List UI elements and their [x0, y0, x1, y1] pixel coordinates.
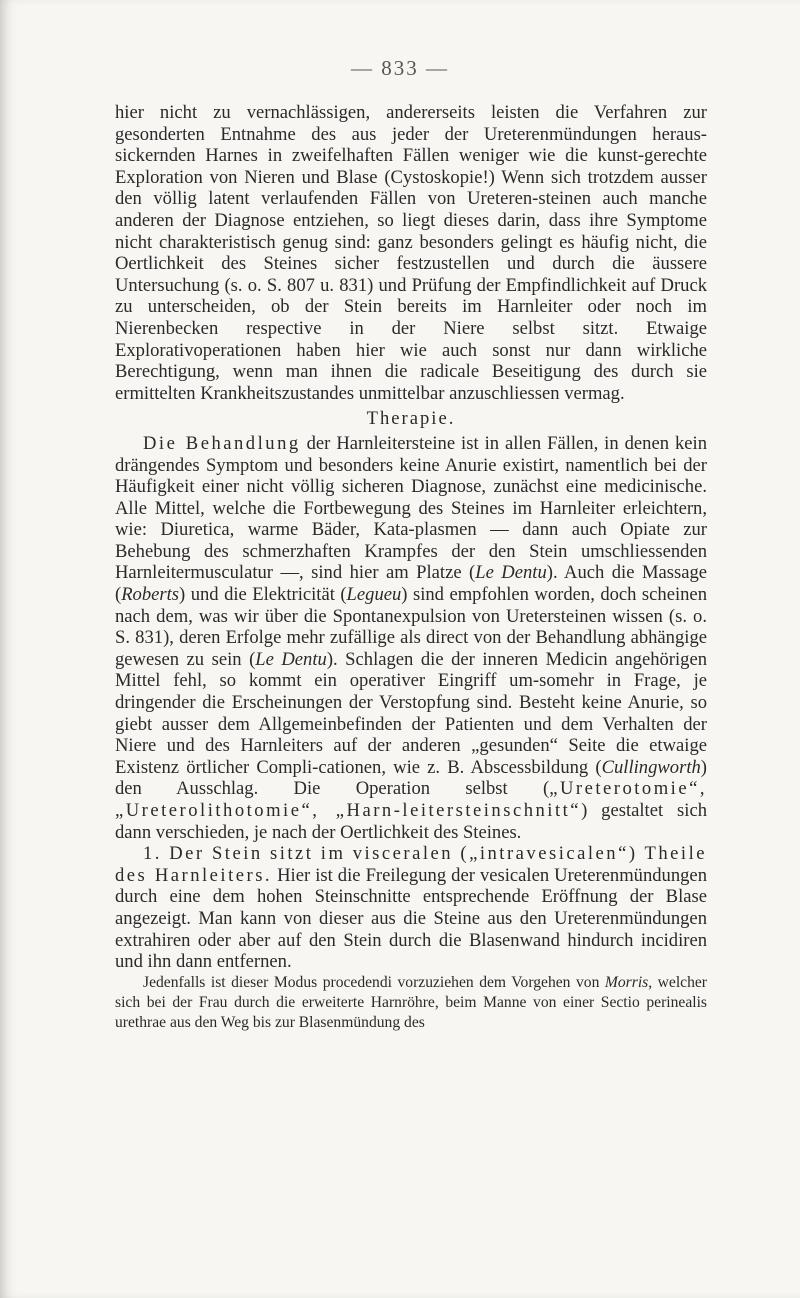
- author-citation: Morris: [604, 973, 649, 991]
- page-number: — 833 —: [351, 56, 449, 80]
- operation-names: „Ureterotomie“, „Ureterolithotomie“, „Harn-leitersteinschnitt“: [115, 778, 707, 821]
- section-heading: Therapie.: [366, 408, 456, 430]
- author-citation: Le Dentu: [475, 562, 547, 584]
- paragraph-treatment: [115, 433, 707, 843]
- paragraph-diagnosis: hier nicht zu vernachlässigen, andererseits leisten die Verfahren zur gesonderten Entnahme des aus jeder der Ureterenmündungen heraus-sickernden Harnes in zweifelhaften Fällen weniger wie die kunst-gerechte Exploration von Nieren und Blase (Cystoskopie!) Wenn sich trotzdem ausser den völlig latent verlaufenden Fällen von Ureteren-steinen auch manche anderen der Diagnose entziehen, so liegt dieses darin, dass ihre Symptome nicht charakteristisch genug sind: ganz besonders gelingt es häufig nicht, die Oertlichkeit des Steines sicher festzustellen und durch die äussere Untersuchung (s. o. S. 807 u. 831) und Prüfung der Empfindlichkeit auf Druck zu unterscheiden, ob der Stein bereits im Harnleiter oder noch im Nierenbecken respective in der Niere selbst sitzt. Etwaige Explorativoperationen haben hier wie auch sonst nur dann wirkliche Berechtigung, wenn man ihnen die radicale Beseitigung des durch sie ermittelten Krankheitszustandes unmittelbar anzuschliessen vermag.: [115, 102, 707, 404]
- text-run: ) sind empfohlen worden, doch scheinen nach dem, was wir über die Spontanexpulsion von Uretersteinen wissen (s. o. S. 831), deren Erfolge mehr zufällige als direct von der Behandlung abhängige gewesen zu sein (: [115, 584, 707, 670]
- paragraph-visceral: [115, 843, 707, 973]
- author-citation: Legueu: [346, 584, 402, 606]
- text-run: ). Auch die Massage (: [115, 562, 708, 606]
- text-run: ) den Ausschlag. Die Operation selbst (: [115, 756, 707, 800]
- author-citation: Roberts: [121, 584, 180, 606]
- text-run: Jedenfalls ist dieser Modus procedendi vorzuziehen dem Vorgehen von: [143, 973, 600, 991]
- case-heading: 1. Der Stein sitzt im visceralen („intravesicalen“) Theile des Harnleiters.: [115, 843, 707, 886]
- text-run: ) und die Elektricität (: [179, 584, 347, 606]
- text-run: , welcher sich bei der Frau durch die erweiterte Harnröhre, beim Manne von einer Sectio perinealis urethrae aus den Weg bis zur Blasenmündung des: [115, 973, 707, 1031]
- author-citation: Le Dentu: [255, 648, 327, 670]
- author-citation: Cullingworth: [601, 756, 701, 778]
- lead-phrase: Die Behandlung: [143, 432, 301, 454]
- text-run: der Harnleitersteine ist in allen Fällen, in denen kein drängendes Symptom und besonders keine Anurie existirt, namentlich bei der Häufigkeit einer nicht völlig sicheren Diagnose, zunächst eine medicinische. Alle Mittel, welche die Fortbewegung des Steines im Harnleiter erleichtern, wie: Diuretica, warme Bäder, Kata-plasmen — dann auch Opiate zur Behebung des schmerzhaften Krampfes der den Stein umschliessenden Harnleitermusculatur —, sind hier am Platze (: [115, 432, 707, 584]
- text-run: ) gestaltet sich dann verschieden, je nach der Oertlichkeit des Steines.: [115, 800, 707, 843]
- page-body: [115, 102, 707, 1033]
- text-run: Hier ist die Freilegung der vesicalen Ureterenmündungen durch eine dem hohen Steinschnitte entsprechende Eröffnung der Blase angezeigt. Man kann von dieser aus die Steine aus den Ureterenmündungen extrahiren oder aber auf den Stein durch die Blasenwand hindurch incidiren und ihn dann entfernen.: [115, 864, 707, 973]
- text-run: ). Schlagen die der inneren Medicin angehörigen Mittel fehl, so kommt ein operativer Eingriff um-somehr in Frage, je dringender die Erscheinungen der Verstopfung sind. Besteht keine Anurie, so giebt ausser dem Allgemeinbefinden der Patienten und dem Verhalten der Niere und des Harnleiters auf der anderen „gesunden“ Seite die etwaige Existenz örtlicher Compli-cationen, wie z. B. Abscessbildung (: [115, 648, 708, 778]
- footnote-paragraph: [115, 973, 707, 1033]
